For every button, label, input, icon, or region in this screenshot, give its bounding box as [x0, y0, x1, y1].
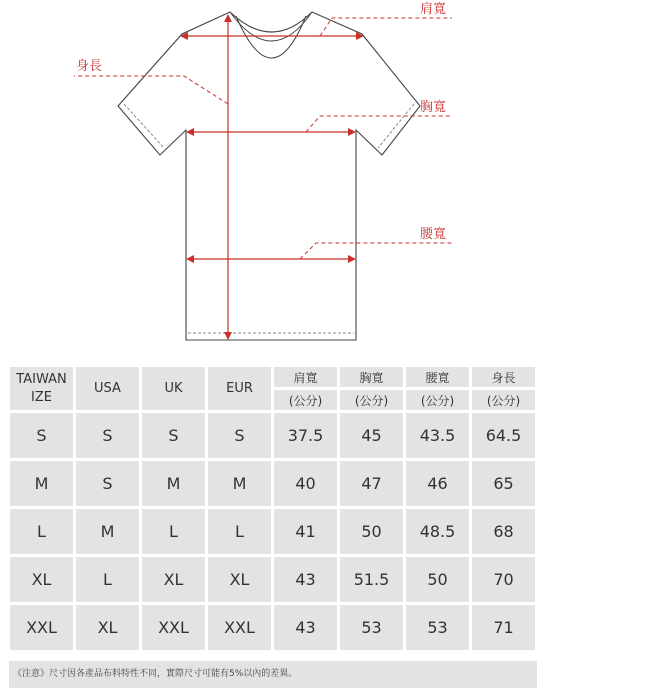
- cell-waist: 46: [406, 461, 469, 506]
- waist-width-label: 腰寬: [420, 227, 447, 242]
- cell-taiwan: XXL: [10, 605, 73, 650]
- body-length-label: 身長: [76, 59, 103, 74]
- header-taiwan-size: [10, 367, 73, 410]
- header-shoulder: 肩寬: [274, 367, 337, 387]
- header-length: 身長: [472, 367, 535, 387]
- cell-uk: XXL: [142, 605, 205, 650]
- cell-waist: 50: [406, 557, 469, 602]
- cell-waist: 43.5: [406, 413, 469, 458]
- header-waist: 腰寬: [406, 367, 469, 387]
- cell-shoulder: 37.5: [274, 413, 337, 458]
- table-row: [10, 605, 535, 650]
- unit-chest: (公分): [340, 390, 403, 410]
- cell-eur: XXL: [208, 605, 271, 650]
- cell-taiwan: L: [10, 509, 73, 554]
- cell-usa: XL: [76, 605, 139, 650]
- cell-length: 65: [472, 461, 535, 506]
- cell-shoulder: 40: [274, 461, 337, 506]
- table-row: [10, 461, 535, 506]
- size-disclaimer-note: 《注意》尺寸因各產品布料特性不同，實際尺寸可能有5%以內的差異。: [9, 661, 537, 688]
- unit-waist: (公分): [406, 390, 469, 410]
- cell-chest: 50: [340, 509, 403, 554]
- cell-chest: 51.5: [340, 557, 403, 602]
- cell-length: 68: [472, 509, 535, 554]
- table-row: [10, 509, 535, 554]
- header-taiwan-line2: IZE: [31, 389, 52, 405]
- cell-usa: S: [76, 413, 139, 458]
- header-eur: EUR: [208, 367, 271, 410]
- cell-eur: XL: [208, 557, 271, 602]
- cell-eur: S: [208, 413, 271, 458]
- table-row: [10, 413, 535, 458]
- chest-width-label: 胸寬: [420, 100, 447, 115]
- cell-usa: M: [76, 509, 139, 554]
- cell-taiwan: M: [10, 461, 73, 506]
- header-taiwan-line1: TAIWAN: [16, 371, 67, 387]
- cell-eur: L: [208, 509, 271, 554]
- table-header-row: [10, 367, 535, 387]
- cell-length: 70: [472, 557, 535, 602]
- size-chart-table: [7, 364, 538, 653]
- cell-eur: M: [208, 461, 271, 506]
- header-uk: UK: [142, 367, 205, 410]
- cell-taiwan: XL: [10, 557, 73, 602]
- cell-uk: XL: [142, 557, 205, 602]
- cell-chest: 53: [340, 605, 403, 650]
- cell-length: 64.5: [472, 413, 535, 458]
- cell-uk: S: [142, 413, 205, 458]
- cell-shoulder: 43: [274, 557, 337, 602]
- cell-chest: 47: [340, 461, 403, 506]
- cell-uk: M: [142, 461, 205, 506]
- header-chest: 胸寬: [340, 367, 403, 387]
- cell-shoulder: 43: [274, 605, 337, 650]
- cell-usa: L: [76, 557, 139, 602]
- cell-waist: 48.5: [406, 509, 469, 554]
- unit-shoulder: (公分): [274, 390, 337, 410]
- cell-taiwan: S: [10, 413, 73, 458]
- unit-length: (公分): [472, 390, 535, 410]
- table-row: [10, 557, 535, 602]
- cell-uk: L: [142, 509, 205, 554]
- cell-chest: 45: [340, 413, 403, 458]
- header-usa: USA: [76, 367, 139, 410]
- cell-usa: S: [76, 461, 139, 506]
- cell-length: 71: [472, 605, 535, 650]
- cell-waist: 53: [406, 605, 469, 650]
- cell-shoulder: 41: [274, 509, 337, 554]
- shoulder-width-label: 肩寬: [420, 2, 447, 17]
